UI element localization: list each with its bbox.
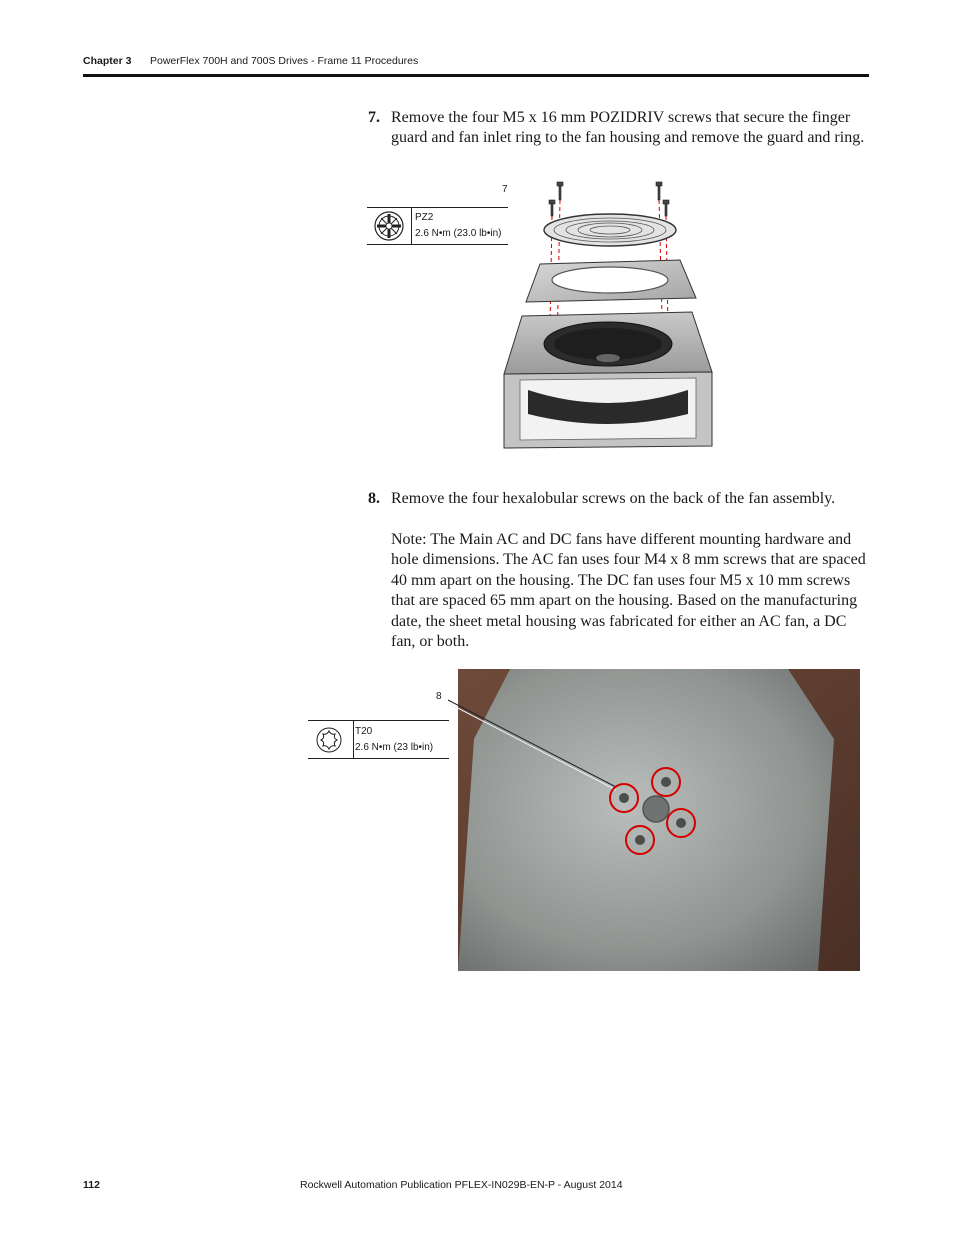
fan-housing-exploded-illustration	[500, 176, 722, 454]
step-7-torque-label: 2.6 N•m (23.0 lb•in)	[415, 228, 502, 239]
step-8-callout: 8	[436, 691, 442, 702]
step-7-spec-table	[367, 207, 508, 245]
step-8-number: 8.	[368, 490, 380, 507]
step-7-callout: 7	[502, 184, 508, 195]
step-8-text: Remove the four hexalobular screws on the back of the fan assembly.	[391, 490, 836, 507]
step-7-text: Remove the four M5 x 16 mm POZIDRIV screws that secure the finger guard and fan inlet ring to the fan housing and remove the guard and ring.	[391, 109, 865, 147]
chapter-label: Chapter 3	[83, 55, 132, 67]
step-8-torque-label: 2.6 N•m (23 lb•in)	[355, 742, 434, 753]
step-8-tool-label: T20	[355, 726, 373, 737]
chapter-title: PowerFlex 700H and 700S Drives - Frame 11 Procedures	[150, 55, 419, 67]
header-rule	[83, 74, 869, 77]
step-7-tool-label: PZ2	[415, 212, 434, 223]
publication-info: Rockwell Automation Publication PFLEX-IN029B-EN-P - August 2014	[300, 1179, 623, 1191]
fan-assembly-back-photo	[448, 669, 860, 971]
step-7-number: 7.	[368, 109, 380, 126]
torx-bit-icon	[314, 725, 344, 755]
pozidriv-bit-icon	[373, 210, 405, 242]
step-8-note: Note: The Main AC and DC fans have different mounting hardware and hole dimensions. The AC fan uses four M4 x 8 mm screws that are spaced 40 mm apart on the housing. The DC fan uses four M5 x 10 mm screws that are spaced 65 mm apart on the housing. Based on the manufacturing date, the sheet metal housing was fabricated for either an AC fan, a DC fan, or both.	[391, 531, 866, 651]
step-8-spec-table	[308, 720, 449, 759]
page-number: 112	[83, 1179, 100, 1191]
